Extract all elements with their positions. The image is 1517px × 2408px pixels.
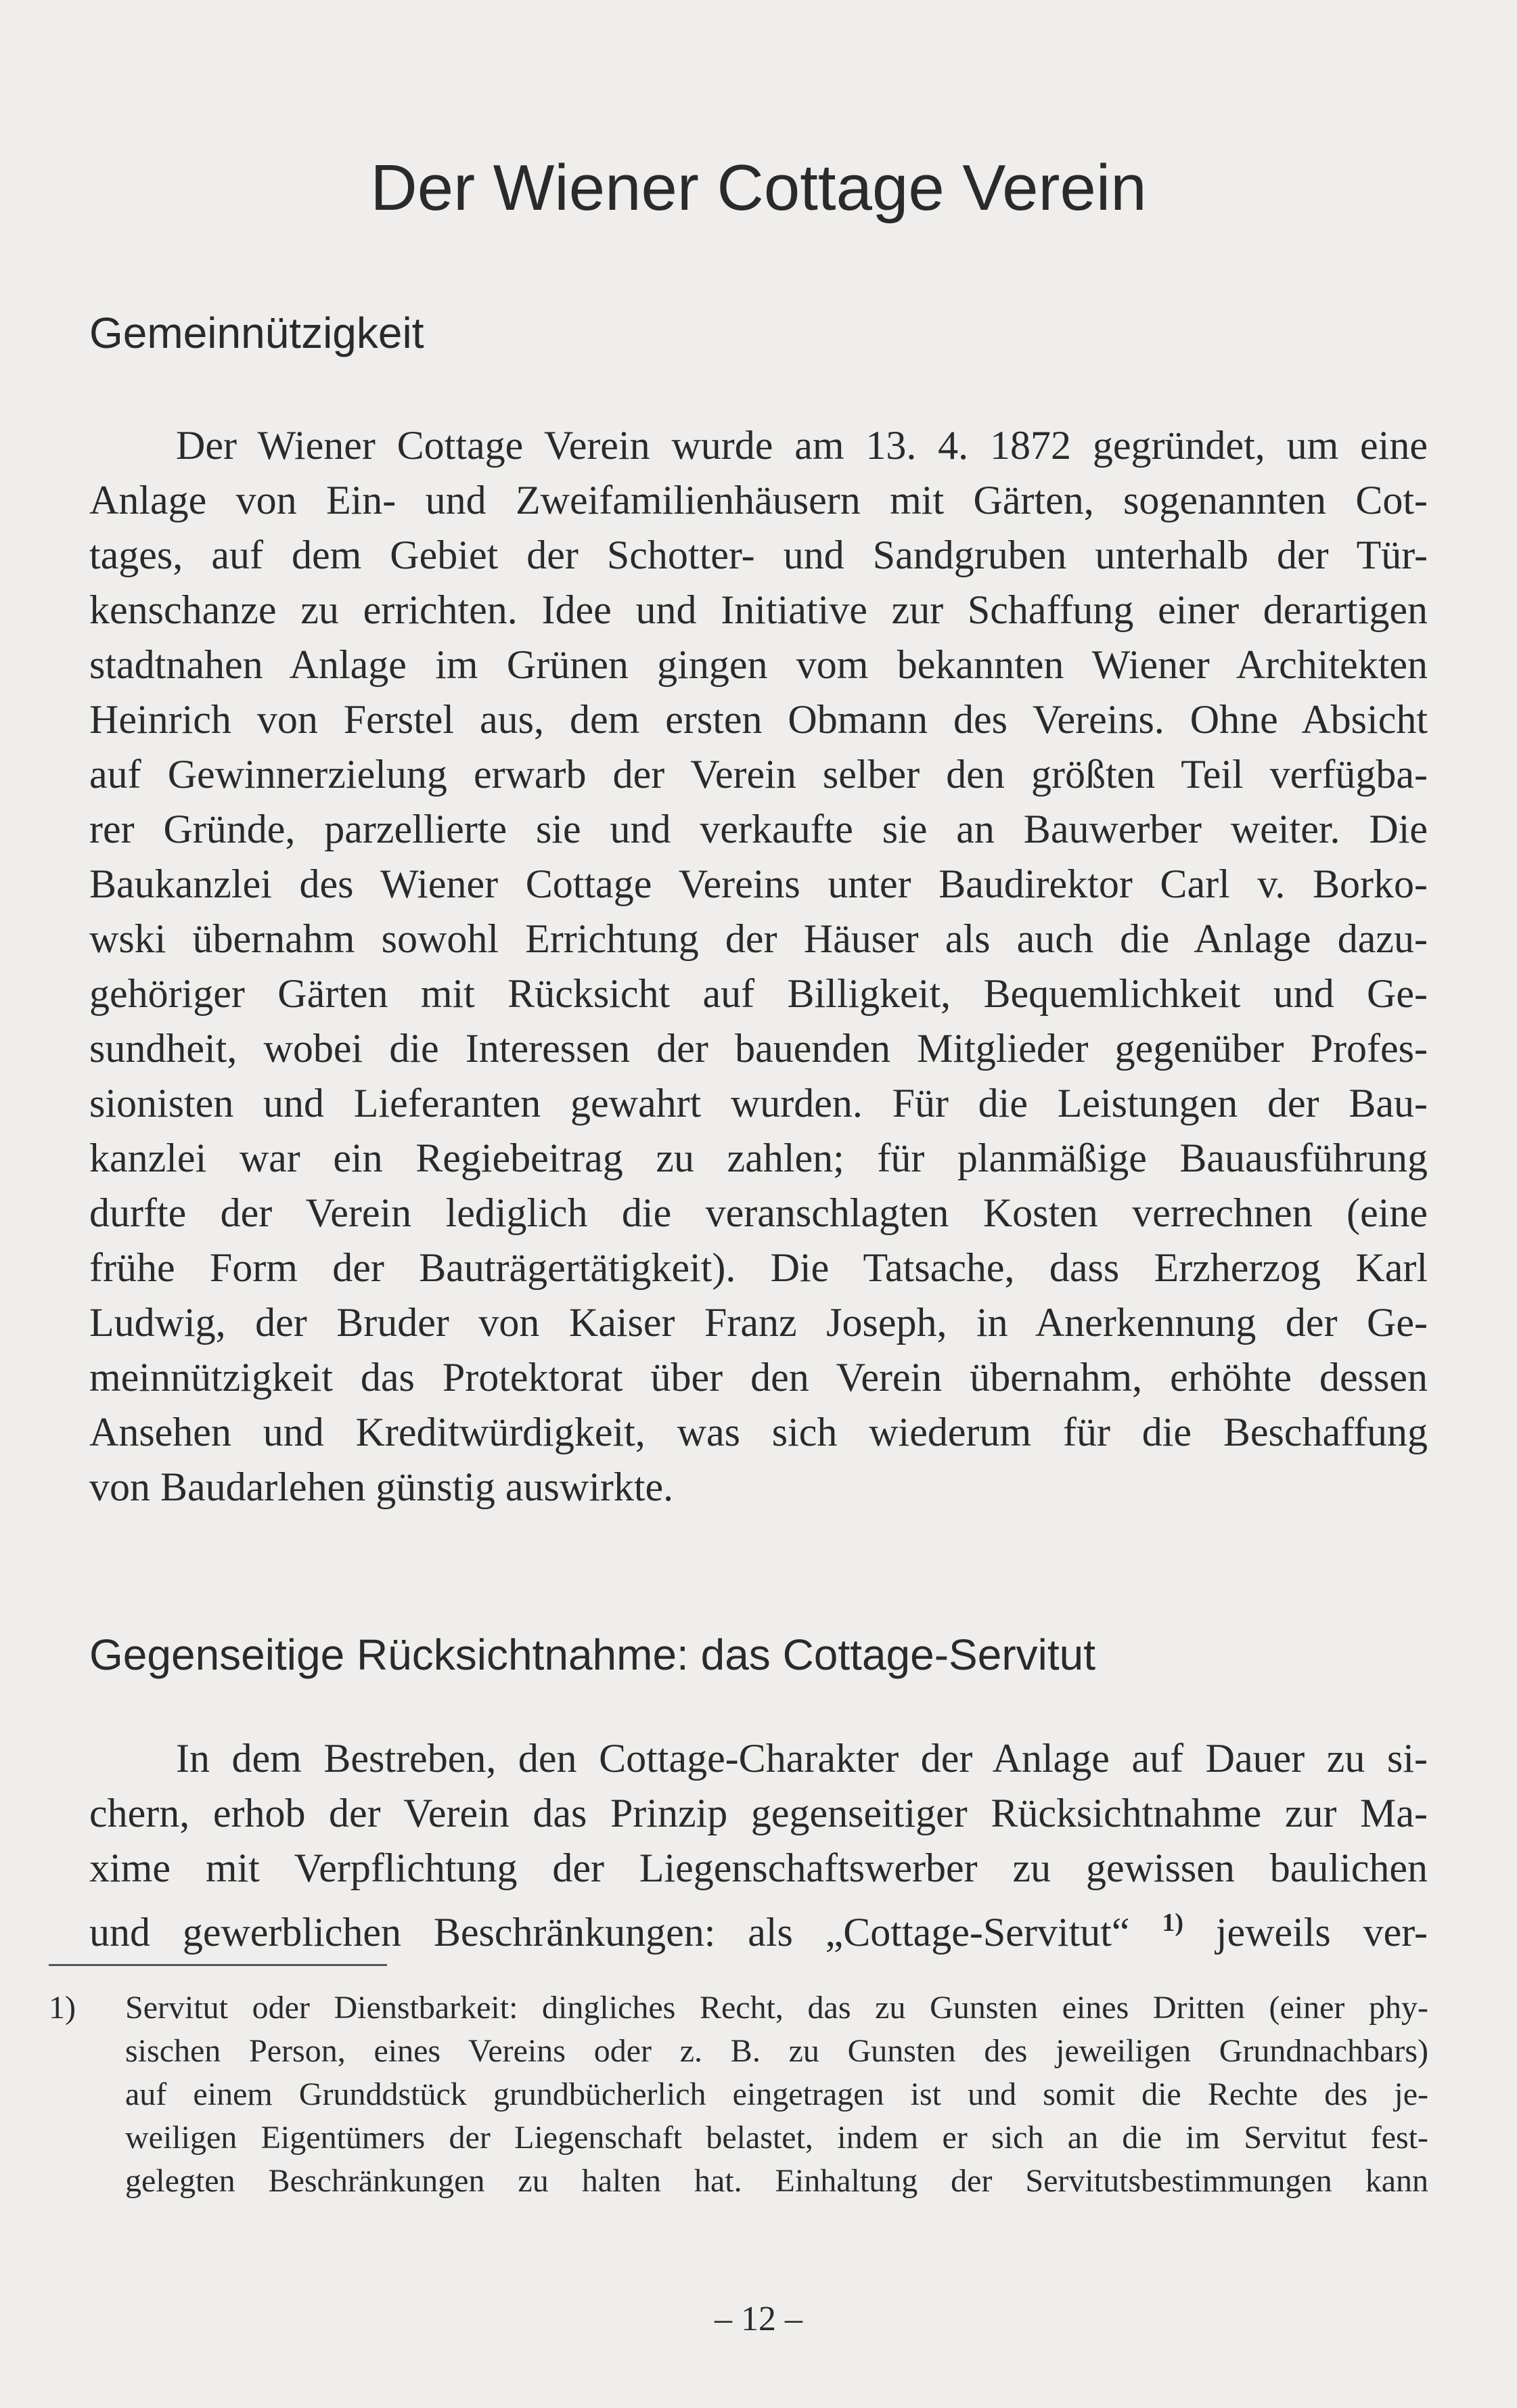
text-line: auf Gewinnerzielung erwarb der Verein selber den größten Teil verfügba- bbox=[89, 752, 1428, 797]
footnote-line: weiligen Eigentümers der Liegenschaft belastet, indem er sich an die im Servitut fest- bbox=[125, 2120, 1428, 2156]
section-heading-cottage-servitut: Gegenseitige Rücksichtnahme: das Cottage-Servitut bbox=[89, 1630, 1095, 1679]
text-fragment: jeweils ver- bbox=[1183, 1910, 1428, 1955]
footnote-line: auf einem Grunddstück grundbücherlich eingetragen ist und somit die Rechte des je- bbox=[125, 2076, 1428, 2112]
text-line: sundheit, wobei die Interessen der bauenden Mitglieder gegenüber Profes- bbox=[89, 1026, 1428, 1071]
text-line: sionisten und Lieferanten gewahrt wurden. Für die Leistungen der Bau- bbox=[89, 1081, 1428, 1125]
text-line: durfte der Verein lediglich die veranschlagten Kosten verrechnen (eine bbox=[89, 1190, 1428, 1235]
footnote-divider bbox=[49, 1964, 387, 1966]
footnote-line: gelegten Beschränkungen zu halten hat. Einhaltung der Servitutsbestimmungen kann bbox=[125, 2163, 1428, 2199]
text-line: kanzlei war ein Regiebeitrag zu zahlen; für planmäßige Bauausführung bbox=[89, 1136, 1428, 1180]
text-line: Ansehen und Kreditwürdigkeit, was sich wiederum für die Beschaffung bbox=[89, 1410, 1428, 1454]
text-line: tages, auf dem Gebiet der Schotter- und Sandgruben unterhalb der Tür- bbox=[89, 533, 1428, 577]
text-line: Der Wiener Cottage Verein wurde am 13. 4. 1872 gegründet, um eine bbox=[176, 423, 1428, 468]
page-number: – 12 – bbox=[715, 2300, 802, 2338]
text-line: In dem Bestreben, den Cottage-Charakter der Anlage auf Dauer zu si- bbox=[176, 1736, 1428, 1781]
text-line: chern, erhob der Verein das Prinzip gegenseitiger Rücksichtnahme zur Ma- bbox=[89, 1791, 1428, 1835]
text-line: stadtnahen Anlage im Grünen gingen vom bekannten Wiener Architekten bbox=[89, 642, 1428, 687]
text-line: frühe Form der Bauträgertätigkeit). Die Tatsache, dass Erzherzog Karl bbox=[89, 1245, 1428, 1290]
footnote-text bbox=[125, 1986, 1428, 2203]
text-line: gehöriger Gärten mit Rücksicht auf Billigkeit, Bequemlichkeit und Ge- bbox=[89, 971, 1428, 1016]
footnote-reference: 1) bbox=[1162, 1909, 1183, 1937]
text-line: wski übernahm sowohl Errichtung der Häuser als auch die Anlage dazu- bbox=[89, 916, 1428, 961]
paragraph-gemeinnuetzigkeit bbox=[89, 418, 1428, 1515]
section-heading-gemeinnuetzigkeit: Gemeinnützigkeit bbox=[89, 309, 424, 357]
text-line: kenschanze zu errichten. Idee und Initiative zur Schaffung einer derartigen bbox=[89, 587, 1428, 632]
text-line: Baukanzlei des Wiener Cottage Vereins unter Baudirektor Carl v. Borko- bbox=[89, 862, 1428, 906]
text-line: Ludwig, der Bruder von Kaiser Franz Joseph, in Anerkennung der Ge- bbox=[89, 1300, 1428, 1345]
text-line: xime mit Verpflichtung der Liegenschaftswerber zu gewissen baulichen bbox=[89, 1846, 1428, 1890]
footnote-line: sischen Person, eines Vereins oder z. B. zu Gunsten des jeweiligen Grundnachbars) bbox=[125, 2033, 1428, 2069]
footnote-line: Servitut oder Dienstbarkeit: dingliches Recht, das zu Gunsten eines Dritten (einer phy- bbox=[125, 1990, 1428, 2026]
text-line-with-footnote-ref bbox=[89, 1896, 1428, 1960]
page-title: Der Wiener Cottage Verein bbox=[370, 152, 1147, 224]
text-fragment: und gewerblichen Beschränkungen: als „Cottage-Servitut“ bbox=[89, 1910, 1162, 1955]
text-line: rer Gründe, parzellierte sie und verkaufte sie an Bauwerber weiter. Die bbox=[89, 807, 1428, 851]
text-line: Anlage von Ein- und Zweifamilienhäusern mit Gärten, sogenannten Cot- bbox=[89, 478, 1428, 522]
footnote-marker: 1) bbox=[49, 1990, 76, 2026]
text-line: von Baudarlehen günstig auswirkte. bbox=[89, 1465, 674, 1509]
text-line: Heinrich von Ferstel aus, dem ersten Obmann des Vereins. Ohne Absicht bbox=[89, 697, 1428, 742]
text-line: meinnützigkeit das Protektorat über den Verein übernahm, erhöhte dessen bbox=[89, 1355, 1428, 1400]
paragraph-cottage-servitut bbox=[89, 1731, 1428, 1960]
